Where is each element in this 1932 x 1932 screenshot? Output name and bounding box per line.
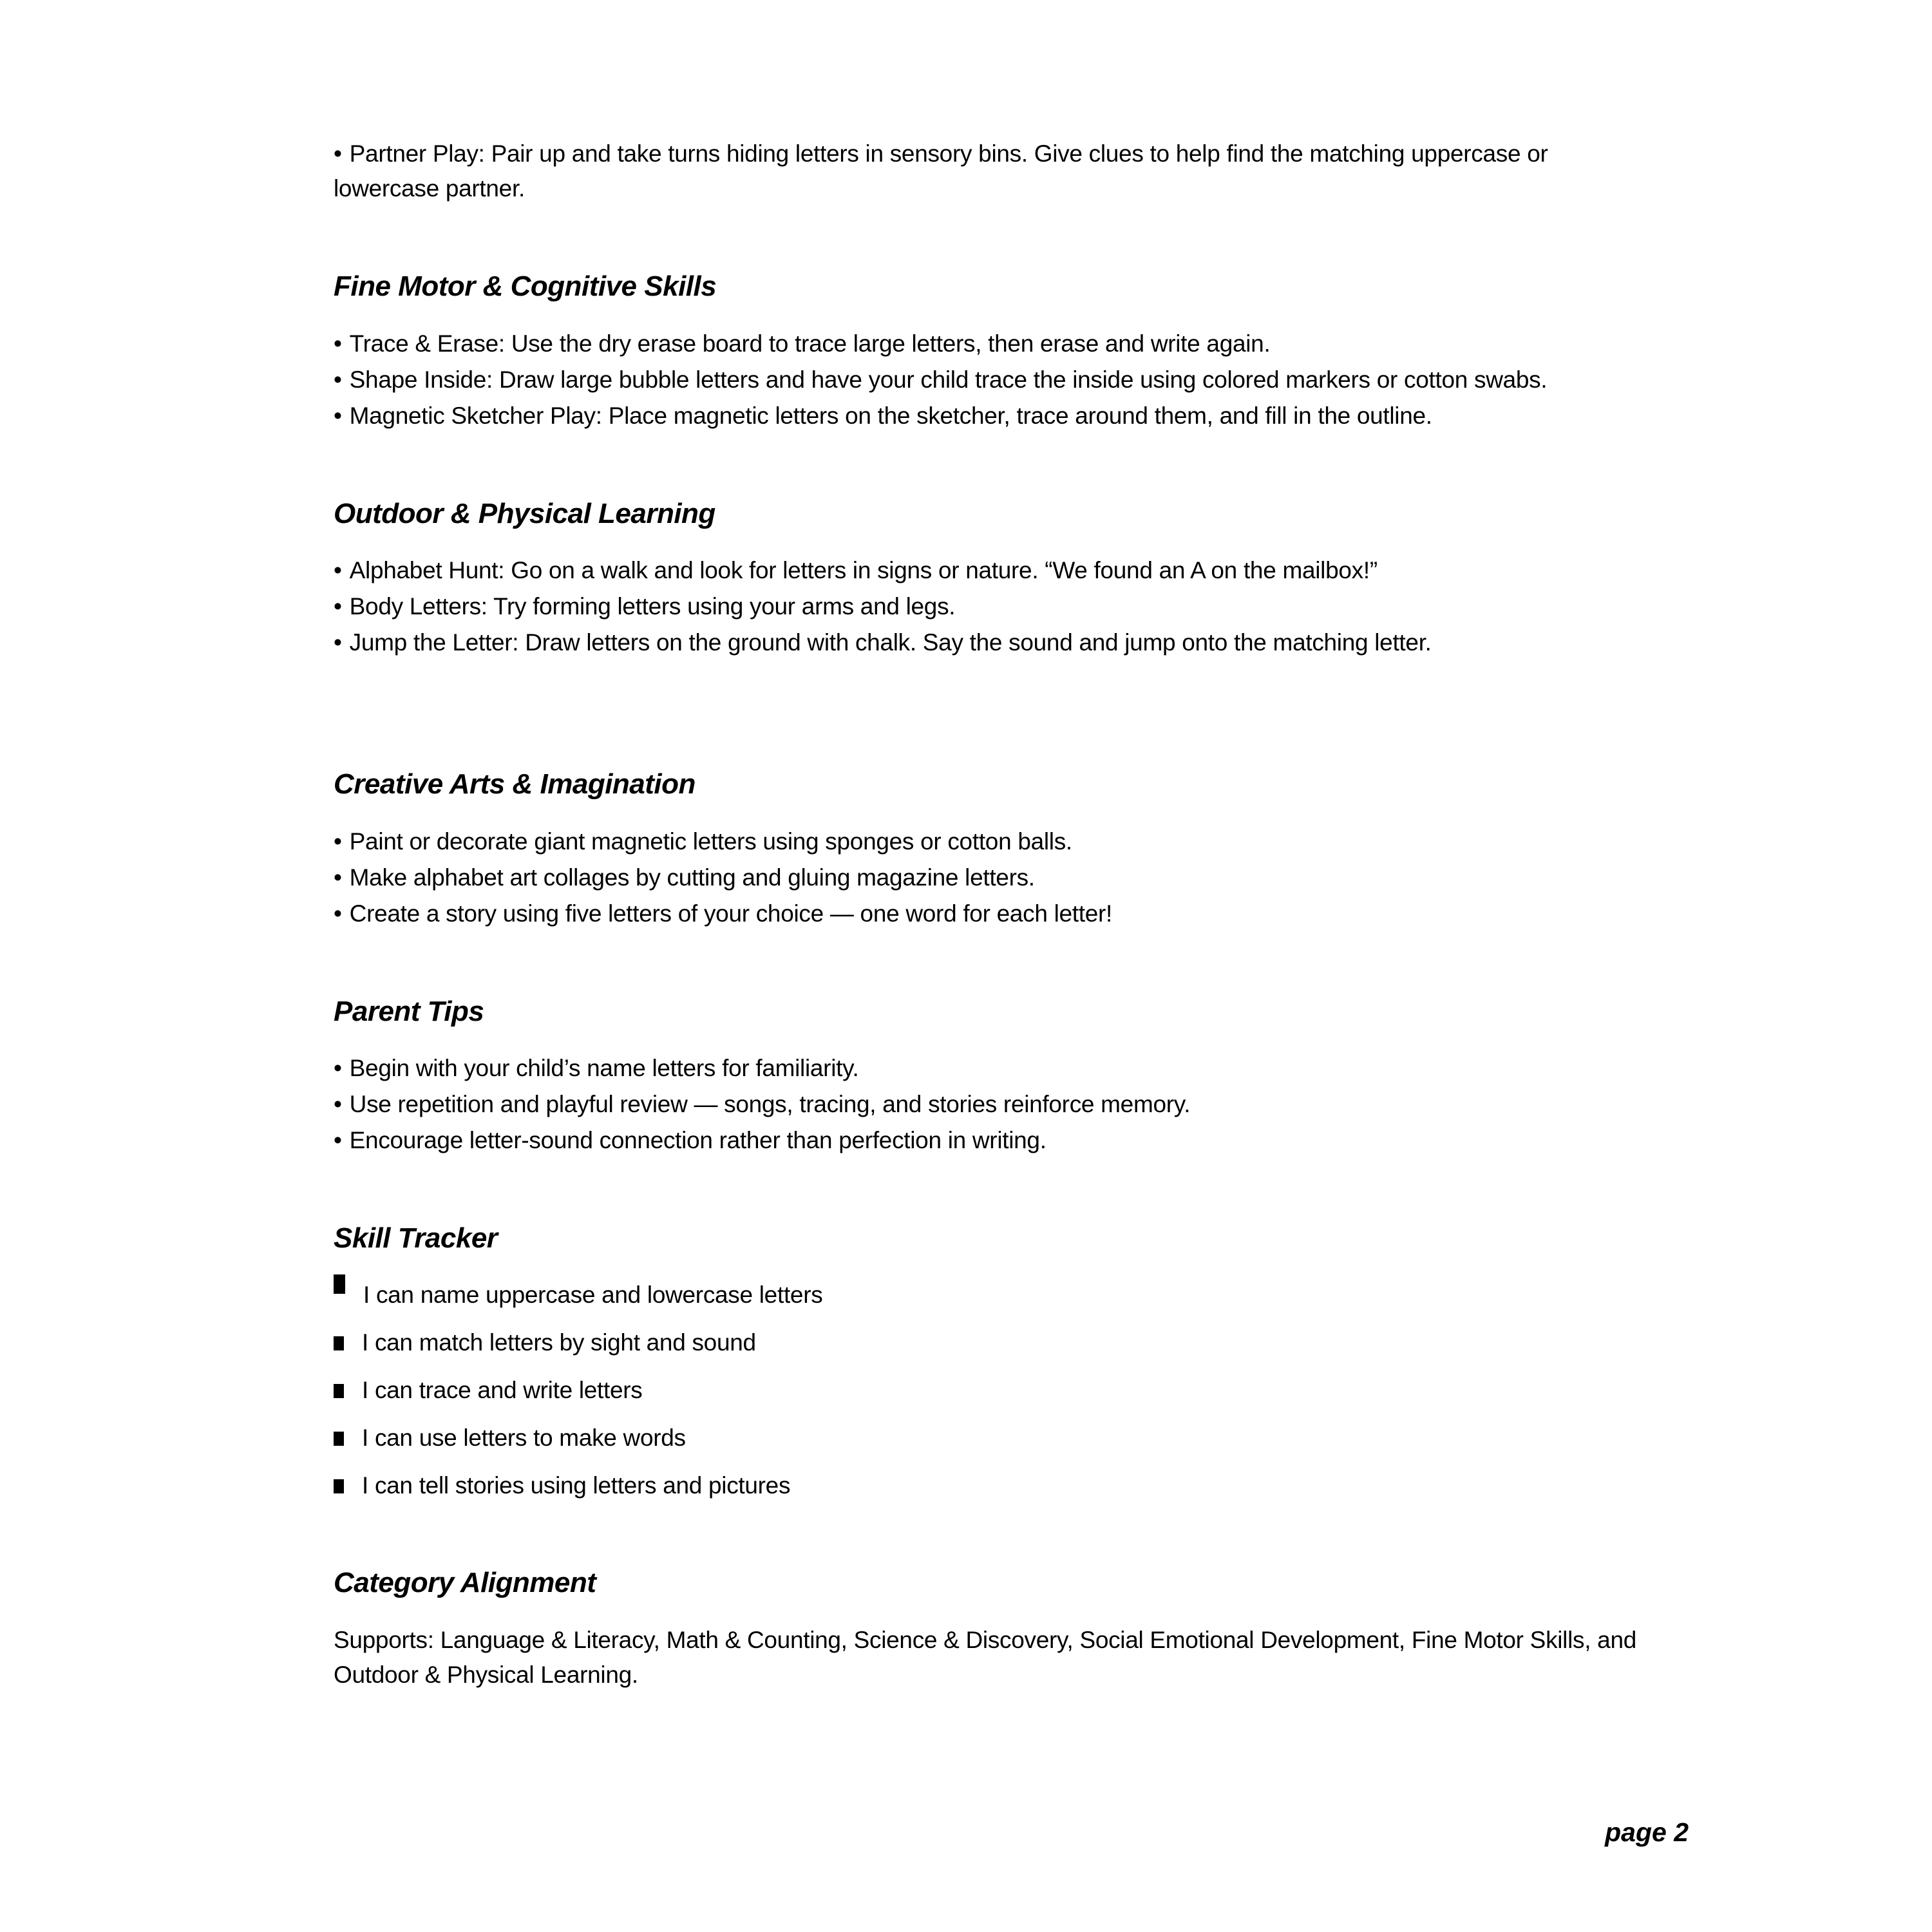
checklist-item xyxy=(334,1469,1651,1502)
item-text: Make alphabet art collages by cutting and gluing magazine letters. xyxy=(349,864,1035,891)
item-text: Create a story using five letters of your choice — one word for each letter! xyxy=(349,900,1113,927)
item-text: Jump the Letter: Draw letters on the ground with chalk. Say the sound and jump onto the matching letter. xyxy=(349,629,1432,656)
section-creative-arts-imagination xyxy=(334,768,1651,931)
item-text: I can trace and write letters xyxy=(362,1376,643,1403)
content-area xyxy=(334,137,1651,1692)
square-bullet-icon xyxy=(334,1479,344,1493)
bullet-icon: • xyxy=(334,140,342,167)
section-parent-tips xyxy=(334,996,1651,1159)
section-heading-outdoor-physical-learning: Outdoor & Physical Learning xyxy=(334,497,715,529)
checklist-item xyxy=(334,1374,1651,1407)
section-skill-tracker xyxy=(334,1222,1651,1502)
item-text: Begin with your child’s name letters for familiarity. xyxy=(349,1055,859,1082)
item-text: Magnetic Sketcher Play: Place magnetic letters on the sketcher, trace around them, and fill in the outline. xyxy=(349,402,1432,429)
bullet-item xyxy=(334,363,1651,397)
bullet-item xyxy=(334,553,1651,588)
bullet-icon: • xyxy=(334,402,342,429)
section-heading-category-alignment: Category Alignment xyxy=(334,1566,596,1598)
section-outdoor-physical-learning xyxy=(334,498,1651,661)
square-bullet-icon xyxy=(334,1432,344,1446)
item-text: I can match letters by sight and sound xyxy=(362,1329,756,1356)
item-text: Alphabet Hunt: Go on a walk and look for letters in signs or nature. “We found an A on the mailbox!” xyxy=(349,557,1378,584)
bullet-item xyxy=(334,399,1651,433)
bullet-item xyxy=(334,824,1651,859)
item-text: I can tell stories using letters and pictures xyxy=(362,1472,791,1499)
checklist-item xyxy=(334,1278,1651,1312)
bullet-item xyxy=(334,137,1651,206)
item-text: Use repetition and playful review — songs, tracing, and stories reinforce memory. xyxy=(349,1091,1191,1118)
bullet-icon: • xyxy=(334,1055,342,1082)
square-bullet-icon xyxy=(334,1384,344,1398)
square-bullet-icon xyxy=(334,1336,344,1350)
checklist-item xyxy=(334,1421,1651,1455)
bullet-icon: • xyxy=(334,366,342,393)
bullet-item xyxy=(334,1123,1651,1158)
bullet-item xyxy=(334,860,1651,895)
bullet-icon: • xyxy=(334,330,342,357)
page-number-label: page 2 xyxy=(1605,1817,1689,1847)
bullet-icon: • xyxy=(334,900,342,927)
section-category-alignment xyxy=(334,1567,1651,1692)
bullet-icon: • xyxy=(334,1091,342,1118)
section-heading-creative-arts-imagination: Creative Arts & Imagination xyxy=(334,768,696,800)
bullet-icon: • xyxy=(334,1127,342,1154)
bullet-icon: • xyxy=(334,828,342,855)
bullet-icon: • xyxy=(334,629,342,656)
bullet-item xyxy=(334,896,1651,931)
bullet-item xyxy=(334,625,1651,660)
section-intro xyxy=(334,137,1651,206)
section-heading-fine-motor-cognitive-skills: Fine Motor & Cognitive Skills xyxy=(334,270,717,302)
item-text: I can name uppercase and lowercase letters xyxy=(363,1281,823,1308)
bullet-item xyxy=(334,327,1651,361)
item-text: Partner Play: Pair up and take turns hiding letters in sensory bins. Give clues to help find the matching uppercase or lowercase partner. xyxy=(334,140,1548,202)
category-alignment-paragraph: Supports: Language & Literacy, Math & Counting, Science & Discovery, Social Emotional Development, Fine Motor Skills, and Outdoor & Physical Learning. xyxy=(334,1626,1637,1688)
bullet-icon: • xyxy=(334,557,342,584)
bullet-item xyxy=(334,1087,1651,1122)
section-fine-motor-cognitive-skills xyxy=(334,270,1651,433)
checklist-item xyxy=(334,1326,1651,1359)
square-bullet-icon xyxy=(334,1274,345,1294)
section-heading-parent-tips: Parent Tips xyxy=(334,995,484,1027)
bullet-item xyxy=(334,1051,1651,1086)
bullet-icon: • xyxy=(334,593,342,620)
item-text: Paint or decorate giant magnetic letters using sponges or cotton balls. xyxy=(349,828,1072,855)
bullet-icon: • xyxy=(334,864,342,891)
item-text: Shape Inside: Draw large bubble letters and have your child trace the inside using colored markers or cotton swabs. xyxy=(349,366,1548,393)
item-text: Trace & Erase: Use the dry erase board to trace large letters, then erase and write again. xyxy=(349,330,1271,357)
item-text: I can use letters to make words xyxy=(362,1424,686,1451)
item-text: Body Letters: Try forming letters using your arms and legs. xyxy=(349,593,956,620)
bullet-item xyxy=(334,589,1651,624)
section-heading-skill-tracker: Skill Tracker xyxy=(334,1222,498,1255)
item-text: Encourage letter-sound connection rather than perfection in writing. xyxy=(349,1127,1046,1154)
